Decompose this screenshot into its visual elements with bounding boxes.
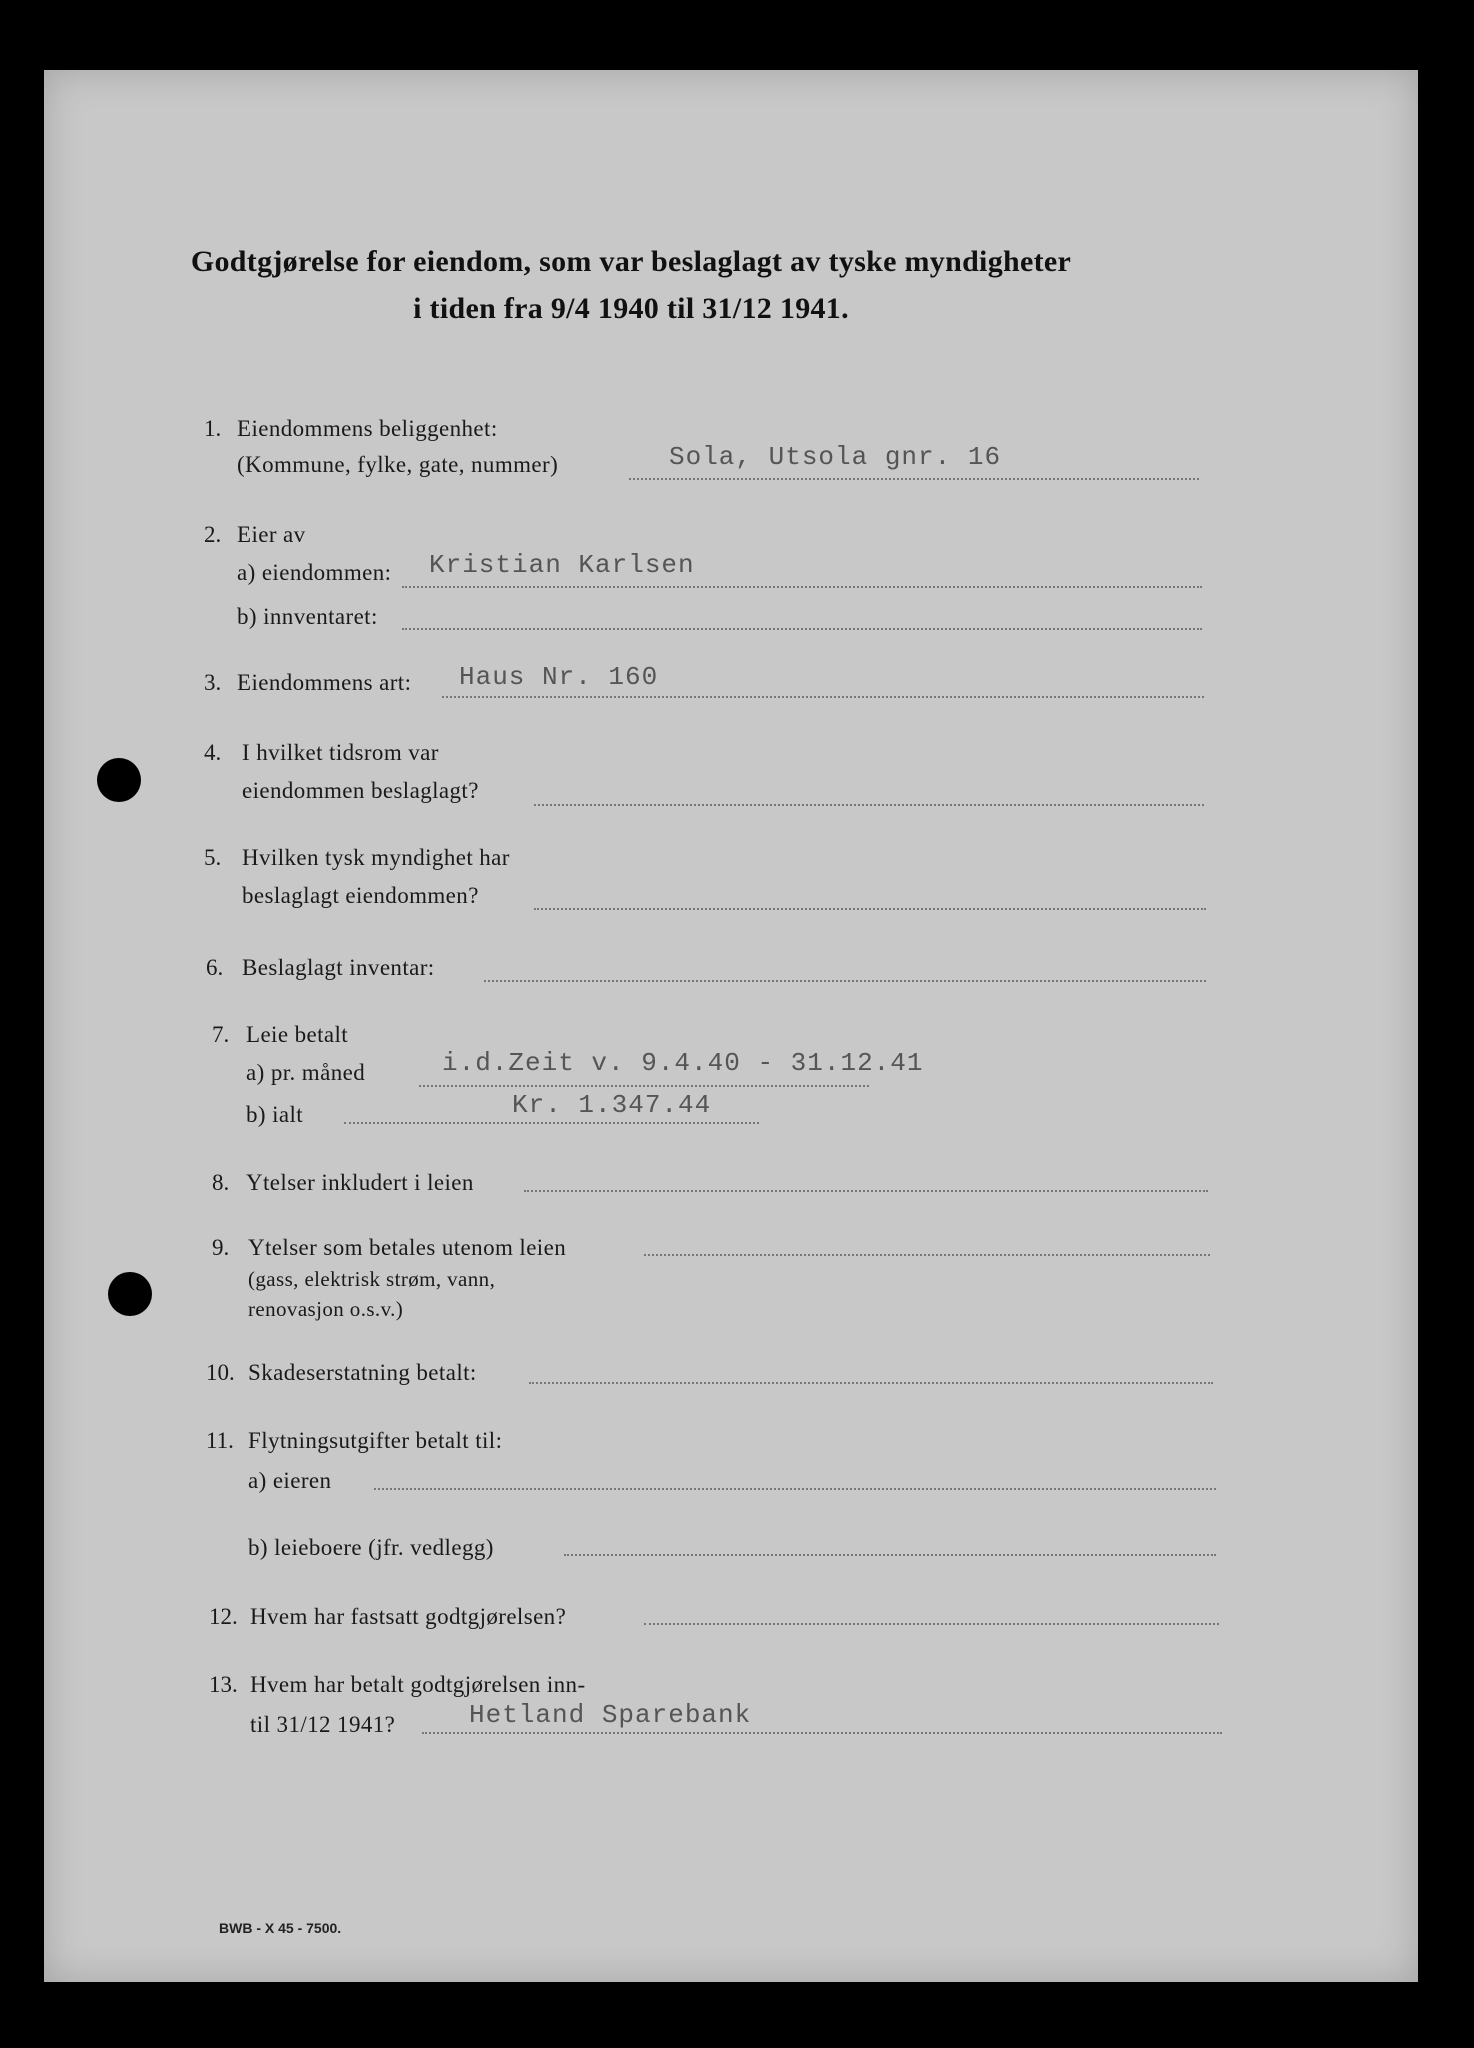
item-9-answer-line [644,1254,1210,1256]
item-7b-answer-line [344,1122,759,1124]
item-4-label: I hvilket tidsrom var [242,740,439,765]
item-5-sublabel: beslaglagt eiendommen? [242,883,479,908]
form-footer-code: BWB - X 45 - 7500. [219,1920,342,1936]
item-5-number: 5. [204,845,222,870]
item-2a-answer: Kristian Karlsen [429,550,695,580]
item-7a-answer: i.d.Zeit v. 9.4.40 - 31.12.41 [442,1048,924,1078]
item-3-answer: Haus Nr. 160 [459,662,659,692]
item-1-sublabel: (Kommune, fylke, gate, nummer) [237,452,559,477]
item-10-label: Skadeserstatning betalt: [248,1360,477,1385]
item-13-answer-line [422,1732,1222,1734]
item-13-number: 13. [209,1672,238,1697]
item-11b-answer-line [564,1554,1216,1556]
item-2a-label: a) eiendommen: [237,560,392,585]
item-10-number: 10. [206,1360,235,1385]
item-7-label: Leie betalt [246,1022,349,1047]
item-11-number: 11. [206,1428,234,1453]
item-13-answer: Hetland Sparebank [469,1700,752,1730]
item-6-answer-line [484,980,1206,982]
item-5-answer-line [534,908,1206,910]
item-3-number: 3. [204,670,222,695]
item-1-label: Eiendommens beliggenhet: [237,416,498,441]
item-5-label: Hvilken tysk myndighet har [242,845,510,870]
item-6-number: 6. [206,955,224,980]
item-9-label: Ytelser som betales utenom leien [248,1235,567,1260]
item-7b-answer: Kr. 1.347.44 [512,1090,712,1120]
item-12-answer-line [644,1623,1219,1625]
item-1-number: 1. [204,416,222,441]
item-8-number: 8. [212,1170,230,1195]
item-9-sublabel-1: (gass, elektrisk strøm, vann, [248,1267,496,1291]
item-3-label: Eiendommens art: [237,670,412,695]
item-1-answer: Sola, Utsola gnr. 16 [669,442,1002,472]
form-title-line1: Godtgjørelse for eiendom, som var beslaglagt av tyske myndigheter [190,245,1072,278]
form-title-line2: i tiden fra 9/4 1940 til 31/12 1941. [413,292,849,325]
item-4-sublabel: eiendommen beslaglagt? [242,778,479,803]
item-2-label: Eier av [237,522,306,547]
punch-hole-bottom [108,1272,152,1316]
item-12-number: 12. [209,1604,238,1629]
item-11-label: Flytningsutgifter betalt til: [248,1428,503,1453]
item-7a-answer-line [419,1085,869,1087]
form-page [44,70,1418,1982]
item-2b-answer-line [402,628,1202,630]
item-7a-label: a) pr. måned [246,1060,366,1085]
item-11b-label: b) leieboere (jfr. vedlegg) [248,1535,494,1560]
item-4-answer-line [534,804,1204,806]
item-12-label: Hvem har fastsatt godtgjørelsen? [250,1604,567,1629]
item-9-number: 9. [212,1235,230,1260]
item-2b-label: b) innventaret: [237,604,378,629]
item-13-label: Hvem har betalt godtgjørelsen inn- [250,1672,586,1697]
item-11a-answer-line [374,1488,1216,1490]
item-8-label: Ytelser inkludert i leien [246,1170,474,1195]
item-2a-answer-line [402,586,1202,588]
item-8-answer-line [524,1190,1208,1192]
item-4-number: 4. [204,740,222,765]
item-11a-label: a) eieren [248,1468,332,1493]
item-7-number: 7. [212,1022,230,1047]
item-6-label: Beslaglagt inventar: [242,955,435,980]
item-7b-label: b) ialt [246,1102,304,1127]
item-9-sublabel-2: renovasjon o.s.v.) [248,1297,404,1321]
item-10-answer-line [529,1382,1213,1384]
punch-hole-top [97,758,141,802]
item-3-answer-line [442,696,1204,698]
item-1-answer-line [629,478,1199,480]
item-2-number: 2. [204,522,222,547]
item-13-sublabel: til 31/12 1941? [250,1712,396,1737]
